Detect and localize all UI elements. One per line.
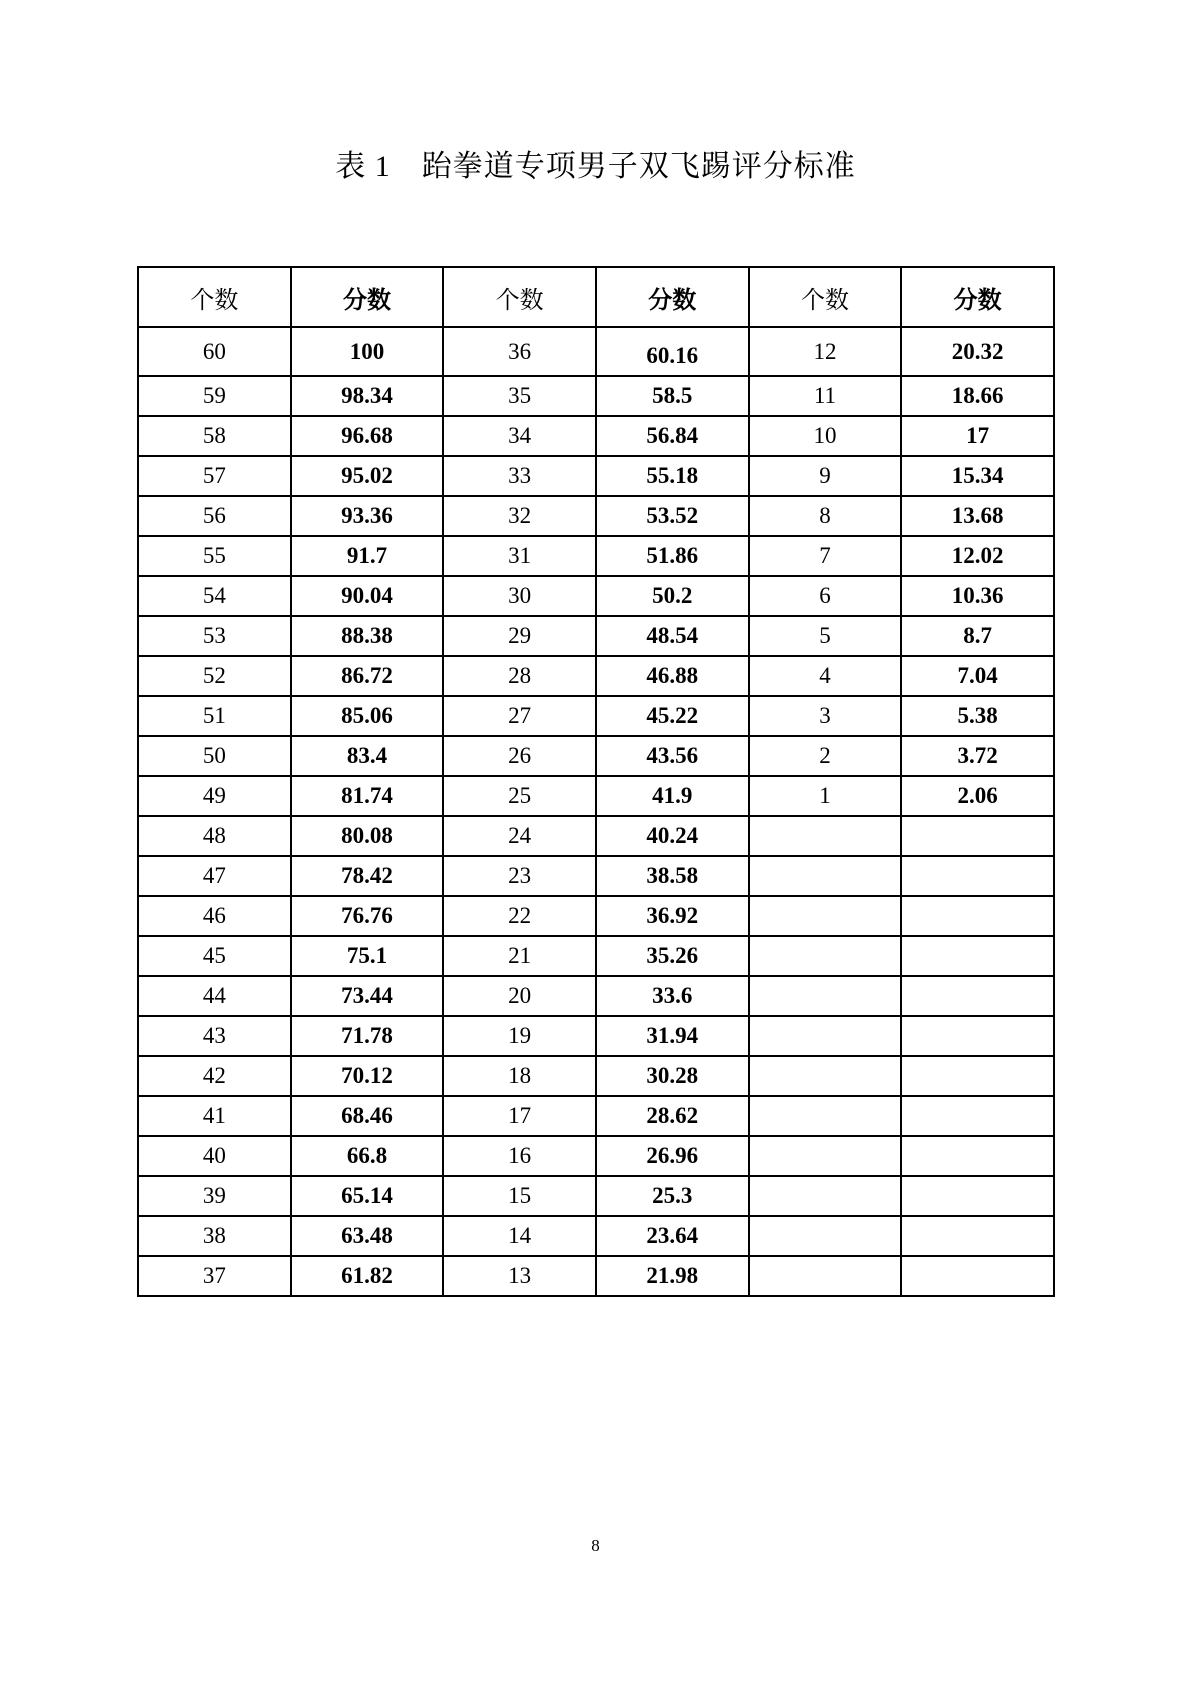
count-cell: 28 bbox=[443, 656, 596, 696]
count-cell: 17 bbox=[443, 1096, 596, 1136]
score-cell bbox=[901, 896, 1054, 936]
score-cell: 38.58 bbox=[596, 856, 749, 896]
score-cell: 18.66 bbox=[901, 376, 1054, 416]
count-cell: 5 bbox=[749, 616, 902, 656]
score-cell: 31.94 bbox=[596, 1016, 749, 1056]
count-cell bbox=[749, 1216, 902, 1256]
header-row bbox=[138, 267, 1054, 327]
count-cell: 16 bbox=[443, 1136, 596, 1176]
score-cell: 8.7 bbox=[901, 616, 1054, 656]
count-cell: 39 bbox=[138, 1176, 291, 1216]
score-cell: 50.2 bbox=[596, 576, 749, 616]
score-cell: 90.04 bbox=[291, 576, 444, 616]
count-cell: 54 bbox=[138, 576, 291, 616]
score-cell: 5.38 bbox=[901, 696, 1054, 736]
count-cell: 21 bbox=[443, 936, 596, 976]
count-cell bbox=[749, 1256, 902, 1296]
score-cell: 96.68 bbox=[291, 416, 444, 456]
count-cell: 2 bbox=[749, 736, 902, 776]
count-cell bbox=[749, 1016, 902, 1056]
score-cell: 86.72 bbox=[291, 656, 444, 696]
count-cell: 46 bbox=[138, 896, 291, 936]
score-cell: 12.02 bbox=[901, 536, 1054, 576]
count-cell: 41 bbox=[138, 1096, 291, 1136]
count-cell: 25 bbox=[443, 776, 596, 816]
score-cell bbox=[901, 1176, 1054, 1216]
count-cell: 29 bbox=[443, 616, 596, 656]
score-cell: 46.88 bbox=[596, 656, 749, 696]
score-cell bbox=[901, 936, 1054, 976]
score-cell: 65.14 bbox=[291, 1176, 444, 1216]
score-cell: 71.78 bbox=[291, 1016, 444, 1056]
table-row bbox=[138, 1096, 1054, 1136]
score-cell: 56.84 bbox=[596, 416, 749, 456]
count-cell: 59 bbox=[138, 376, 291, 416]
table-row bbox=[138, 576, 1054, 616]
score-cell: 61.82 bbox=[291, 1256, 444, 1296]
count-cell: 9 bbox=[749, 456, 902, 496]
score-cell: 93.36 bbox=[291, 496, 444, 536]
score-cell bbox=[901, 1216, 1054, 1256]
score-cell: 58.5 bbox=[596, 376, 749, 416]
header-count-1: 个数 bbox=[138, 267, 291, 327]
score-cell: 60.16 bbox=[596, 327, 749, 376]
score-cell: 81.74 bbox=[291, 776, 444, 816]
count-cell: 48 bbox=[138, 816, 291, 856]
count-cell bbox=[749, 896, 902, 936]
score-cell: 78.42 bbox=[291, 856, 444, 896]
count-cell: 55 bbox=[138, 536, 291, 576]
count-cell: 58 bbox=[138, 416, 291, 456]
score-cell: 25.3 bbox=[596, 1176, 749, 1216]
count-cell: 20 bbox=[443, 976, 596, 1016]
score-cell: 21.98 bbox=[596, 1256, 749, 1296]
table-row bbox=[138, 1056, 1054, 1096]
table-row bbox=[138, 776, 1054, 816]
table-row bbox=[138, 976, 1054, 1016]
table-row bbox=[138, 327, 1054, 376]
scoring-table bbox=[137, 266, 1055, 1297]
score-cell: 20.32 bbox=[901, 327, 1054, 376]
count-cell: 1 bbox=[749, 776, 902, 816]
count-cell: 36 bbox=[443, 327, 596, 376]
score-cell: 75.1 bbox=[291, 936, 444, 976]
count-cell: 3 bbox=[749, 696, 902, 736]
score-cell: 30.28 bbox=[596, 1056, 749, 1096]
score-cell: 28.62 bbox=[596, 1096, 749, 1136]
count-cell: 56 bbox=[138, 496, 291, 536]
count-cell: 43 bbox=[138, 1016, 291, 1056]
table-row bbox=[138, 856, 1054, 896]
score-cell: 73.44 bbox=[291, 976, 444, 1016]
count-cell: 40 bbox=[138, 1136, 291, 1176]
count-cell: 32 bbox=[443, 496, 596, 536]
score-cell: 10.36 bbox=[901, 576, 1054, 616]
score-cell bbox=[901, 1096, 1054, 1136]
count-cell: 22 bbox=[443, 896, 596, 936]
count-cell: 47 bbox=[138, 856, 291, 896]
score-cell: 63.48 bbox=[291, 1216, 444, 1256]
count-cell: 45 bbox=[138, 936, 291, 976]
count-cell: 30 bbox=[443, 576, 596, 616]
count-cell: 4 bbox=[749, 656, 902, 696]
score-cell: 76.76 bbox=[291, 896, 444, 936]
table-caption: 表 1 跆拳道专项男子双飞踢评分标准 bbox=[335, 150, 856, 183]
score-cell bbox=[901, 1056, 1054, 1096]
count-cell: 10 bbox=[749, 416, 902, 456]
score-cell: 91.7 bbox=[291, 536, 444, 576]
count-cell: 13 bbox=[443, 1256, 596, 1296]
count-cell: 50 bbox=[138, 736, 291, 776]
score-cell bbox=[901, 1136, 1054, 1176]
table-row bbox=[138, 896, 1054, 936]
count-cell: 53 bbox=[138, 616, 291, 656]
table-row bbox=[138, 536, 1054, 576]
score-cell: 95.02 bbox=[291, 456, 444, 496]
score-cell: 33.6 bbox=[596, 976, 749, 1016]
count-cell bbox=[749, 1176, 902, 1216]
count-cell: 12 bbox=[749, 327, 902, 376]
table-row bbox=[138, 376, 1054, 416]
count-cell: 33 bbox=[443, 456, 596, 496]
score-cell: 100 bbox=[291, 327, 444, 376]
count-cell: 27 bbox=[443, 696, 596, 736]
table-row bbox=[138, 736, 1054, 776]
table-row bbox=[138, 416, 1054, 456]
count-cell: 11 bbox=[749, 376, 902, 416]
score-cell: 17 bbox=[901, 416, 1054, 456]
score-cell: 36.92 bbox=[596, 896, 749, 936]
count-cell: 14 bbox=[443, 1216, 596, 1256]
count-cell: 7 bbox=[749, 536, 902, 576]
table-row bbox=[138, 456, 1054, 496]
count-cell: 31 bbox=[443, 536, 596, 576]
count-cell bbox=[749, 1136, 902, 1176]
table-row bbox=[138, 936, 1054, 976]
score-cell: 80.08 bbox=[291, 816, 444, 856]
page-number: 8 bbox=[591, 1536, 600, 1555]
table-row bbox=[138, 696, 1054, 736]
header-score-2: 分数 bbox=[596, 267, 749, 327]
count-cell bbox=[749, 1096, 902, 1136]
count-cell bbox=[749, 976, 902, 1016]
score-cell: 45.22 bbox=[596, 696, 749, 736]
count-cell: 42 bbox=[138, 1056, 291, 1096]
score-cell: 88.38 bbox=[291, 616, 444, 656]
count-cell bbox=[749, 856, 902, 896]
count-cell: 37 bbox=[138, 1256, 291, 1296]
count-cell bbox=[749, 816, 902, 856]
score-cell bbox=[901, 976, 1054, 1016]
score-cell: 83.4 bbox=[291, 736, 444, 776]
count-cell: 60 bbox=[138, 327, 291, 376]
score-cell: 3.72 bbox=[901, 736, 1054, 776]
score-cell: 23.64 bbox=[596, 1216, 749, 1256]
count-cell: 18 bbox=[443, 1056, 596, 1096]
score-cell: 35.26 bbox=[596, 936, 749, 976]
count-cell: 23 bbox=[443, 856, 596, 896]
score-cell: 85.06 bbox=[291, 696, 444, 736]
score-cell bbox=[901, 816, 1054, 856]
table-row bbox=[138, 816, 1054, 856]
score-cell: 2.06 bbox=[901, 776, 1054, 816]
score-cell: 48.54 bbox=[596, 616, 749, 656]
count-cell: 6 bbox=[749, 576, 902, 616]
table-row bbox=[138, 1256, 1054, 1296]
table-row bbox=[138, 616, 1054, 656]
table-row bbox=[138, 1016, 1054, 1056]
score-cell: 41.9 bbox=[596, 776, 749, 816]
count-cell: 44 bbox=[138, 976, 291, 1016]
score-cell: 15.34 bbox=[901, 456, 1054, 496]
table-row bbox=[138, 656, 1054, 696]
score-cell: 68.46 bbox=[291, 1096, 444, 1136]
score-cell: 13.68 bbox=[901, 496, 1054, 536]
count-cell: 51 bbox=[138, 696, 291, 736]
score-cell: 7.04 bbox=[901, 656, 1054, 696]
table-row bbox=[138, 1216, 1054, 1256]
count-cell: 34 bbox=[443, 416, 596, 456]
score-cell bbox=[901, 1016, 1054, 1056]
table-row bbox=[138, 496, 1054, 536]
count-cell: 24 bbox=[443, 816, 596, 856]
score-cell: 53.52 bbox=[596, 496, 749, 536]
score-cell bbox=[901, 856, 1054, 896]
header-count-3: 个数 bbox=[749, 267, 902, 327]
count-cell: 26 bbox=[443, 736, 596, 776]
header-score-1: 分数 bbox=[291, 267, 444, 327]
table-body bbox=[138, 327, 1054, 1296]
count-cell: 52 bbox=[138, 656, 291, 696]
score-cell bbox=[901, 1256, 1054, 1296]
count-cell: 38 bbox=[138, 1216, 291, 1256]
count-cell bbox=[749, 1056, 902, 1096]
score-cell: 51.86 bbox=[596, 536, 749, 576]
header-count-2: 个数 bbox=[443, 267, 596, 327]
score-cell: 40.24 bbox=[596, 816, 749, 856]
score-cell: 66.8 bbox=[291, 1136, 444, 1176]
score-cell: 26.96 bbox=[596, 1136, 749, 1176]
count-cell: 57 bbox=[138, 456, 291, 496]
score-cell: 55.18 bbox=[596, 456, 749, 496]
count-cell: 19 bbox=[443, 1016, 596, 1056]
count-cell: 35 bbox=[443, 376, 596, 416]
score-cell: 70.12 bbox=[291, 1056, 444, 1096]
score-cell: 98.34 bbox=[291, 376, 444, 416]
count-cell: 15 bbox=[443, 1176, 596, 1216]
count-cell: 8 bbox=[749, 496, 902, 536]
header-score-3: 分数 bbox=[901, 267, 1054, 327]
score-cell: 43.56 bbox=[596, 736, 749, 776]
count-cell: 49 bbox=[138, 776, 291, 816]
table-row bbox=[138, 1136, 1054, 1176]
count-cell bbox=[749, 936, 902, 976]
table-row bbox=[138, 1176, 1054, 1216]
